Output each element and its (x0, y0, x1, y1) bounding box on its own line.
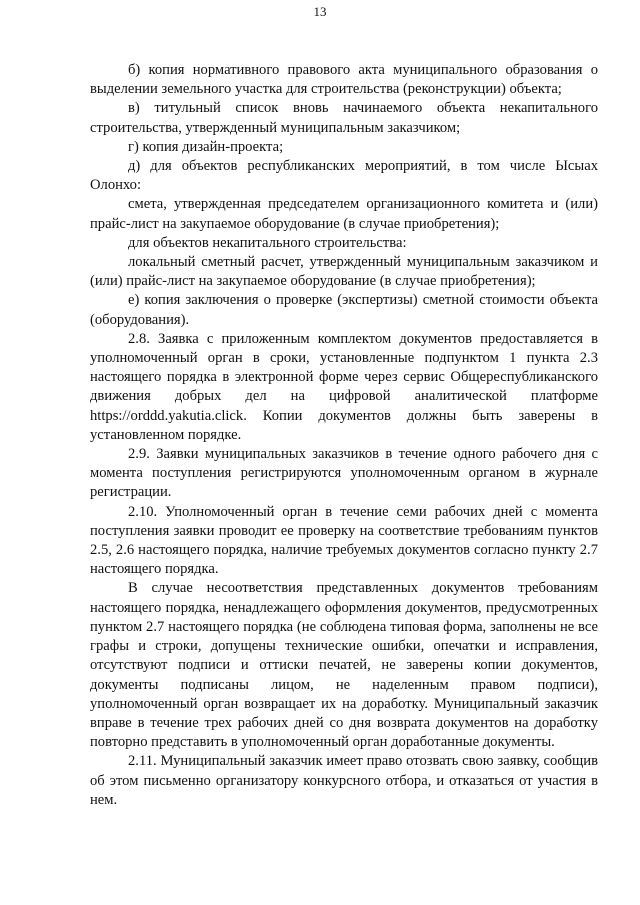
paragraph-2-9: 2.9. Заявки муниципальных заказчиков в течение одного рабочего дня с момента поступления регистрируются уполномоченным органом в журнале регистрации. (90, 446, 598, 501)
paragraph-e: е) копия заключения о проверке (экспертизы) сметной стоимости объекта (оборудования). (90, 292, 598, 328)
paragraph-d: д) для объектов республиканских мероприятий, в том числе Ысыах Олонхо: (90, 158, 598, 194)
paragraph-d-noncapital-heading: для объектов некапитального строительства: (128, 234, 407, 251)
paragraph-2-10-noncompliance: В случае несоответствия представленных документов требованиям настоящего порядка, ненадлежащего оформления документов, предусмотренных пунктом 2.7 настоящего порядка (не соблюдена типовая форма, заполнены не все графы и строки, допущены технические ошибки, опечатки и исправления, отсутствуют подписи и оттиски печатей, не заверены копии документов, документы подписаны лицом, не наделенным правом подписи), уполномоченный орган возвращает их на доработку. Муниципальный заказчик вправе в течение трех рабочих дней со дня возврата документов на доработку повторно представить в уполномоченный орган доработанные документы. (90, 580, 598, 751)
paragraph-v: в) титульный список вновь начинаемого объекта некапитального строительства, утвержденный муниципальным заказчиком; (90, 100, 598, 136)
paragraph-d-local-estimate: локальный сметный расчет, утвержденный муниципальным заказчиком и (или) прайс-лист на закупаемое оборудование (в случае приобретения); (90, 254, 598, 290)
page-number: 13 (313, 4, 327, 19)
paragraph-b: б) копия нормативного правового акта муниципального образования о выделении земельного участка для строительства (реконструкции) объекта; (90, 62, 598, 98)
document-body (90, 61, 598, 810)
paragraph-g: г) копия дизайн-проекта; (128, 138, 284, 155)
paragraph-2-10: 2.10. Уполномоченный орган в течение семи рабочих дней с момента поступления заявки проводит ее проверку на соответствие требованиям пунктов 2.5, 2.6 настоящего порядка, наличие требуемых документов согласно пункту 2.7 настоящего порядка. (90, 503, 598, 578)
paragraph-2-8: 2.8. Заявка с приложенным комплектом документов предоставляется в уполномоченный орган в сроки, установленные подпунктом 1 пункта 2.3 настоящего порядка в электронной форме через сервис Общереспубликанского движения добрых дел на цифровой аналитической платформе https://orddd.yakutia.click. Копии документов должны быть заверены в установленном порядке. (90, 330, 598, 443)
paragraph-d-estimate: смета, утвержденная председателем организационного комитета и (или) прайс-лист на закупаемое оборудование (в случае приобретения); (90, 196, 598, 232)
paragraph-2-11: 2.11. Муниципальный заказчик имеет право отозвать свою заявку, сообщив об этом письменно организатору конкурсного отбора, и отказаться от участия в нем. (90, 753, 598, 808)
